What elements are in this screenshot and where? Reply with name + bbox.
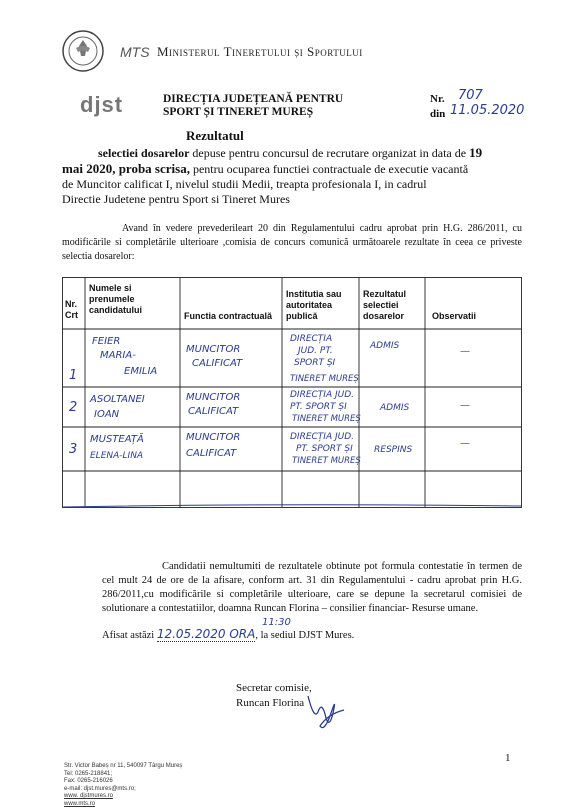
results-table bbox=[62, 277, 522, 508]
row1-name-l1: FEIER bbox=[92, 335, 120, 349]
row2-name-l1: ASOLTANEI bbox=[90, 393, 145, 407]
footer-email: e-mail: djst.mures@mts.ro; bbox=[64, 786, 182, 794]
row3-func-l1: MUNCITOR bbox=[186, 431, 240, 445]
footer-tel: Tel: 0265-218841; bbox=[64, 771, 182, 779]
row1-nr: 1 bbox=[69, 369, 77, 383]
secretary-title: Secretar comisie, bbox=[236, 682, 312, 694]
row1-func-l2: CALIFICAT bbox=[192, 357, 242, 371]
intro-bold-date: 19 bbox=[469, 145, 482, 160]
secretary-name: Runcan Florina bbox=[236, 697, 304, 709]
row3-result: RESPINS bbox=[374, 443, 412, 457]
row1-inst-l2: JUD. PT. bbox=[298, 345, 333, 357]
row2-func-l1: MUNCITOR bbox=[186, 391, 240, 405]
signature-icon bbox=[300, 690, 350, 735]
row3-func-l2: CALIFICAT bbox=[186, 447, 236, 461]
page-number: 1 bbox=[505, 752, 511, 764]
row2-obs: — bbox=[460, 399, 470, 413]
row1-inst-l3: SPORT ȘI bbox=[294, 357, 335, 369]
mts-logo: MTS bbox=[120, 44, 150, 60]
footer-contact bbox=[64, 763, 182, 808]
row3-name-l1: MUSTEAȚĂ bbox=[90, 433, 144, 447]
contestation-paragraph: Candidatii nemultumiti de rezultatele obtinute pot formula contestatie în termen de cel mult 24 de ore de la afisare, conform art. 31 din Regulamentului - cadru aprobat prin H.G. 286/2011,cu modificările si completările ulterioare, care se depune la secretarul comisiei de solutionare a contestatiilor, doamna Runcan Florina – consilier financiar- Resurse umane. bbox=[102, 560, 522, 616]
intro-line3: de Muncitor calificat I, nivelul studii Medii, treapta profesionala I, in cadrul bbox=[62, 177, 522, 192]
posted-line bbox=[102, 627, 354, 641]
row2-result: ADMIS bbox=[380, 401, 409, 415]
avand-paragraph: Avand în vedere prevederileart 20 din Regulamentului cadru aprobat prin H.G. 286/2011, cu modificările si completările ulterioare ,comisia de concurs comunică următoarele rezultate în ceea ce priveste selectia dosarelor: bbox=[62, 222, 522, 264]
footer-web1[interactable]: www. djstmures.ro bbox=[64, 793, 182, 801]
posted-suffix: , la sediul DJST Mures. bbox=[255, 630, 354, 641]
row2-inst-l2: PT. SPORT ȘI bbox=[290, 401, 347, 413]
ministry-name: Ministerul Tineretului și Sportului bbox=[157, 44, 363, 60]
din-label: din bbox=[430, 108, 445, 120]
footer-address: Str. Victor Babeș nr 11, 540097 Târgu Mureș bbox=[64, 763, 182, 771]
directorate-line1: DIRECȚIA JUDEȚEANĂ PENTRU bbox=[163, 93, 343, 105]
row3-inst-l3: TINERET MUREȘ bbox=[292, 455, 361, 467]
header-name: Numele si prenumele candidatului bbox=[89, 283, 177, 316]
djst-logo: djst bbox=[80, 92, 123, 118]
row3-obs: — bbox=[460, 437, 470, 451]
din-value: 11.05.2020 bbox=[450, 103, 524, 118]
document-heading: Rezultatul bbox=[186, 128, 244, 144]
row3-nr: 3 bbox=[69, 443, 77, 457]
row1-func-l1: MUNCITOR bbox=[186, 343, 240, 357]
row2-name-l2: IOAN bbox=[94, 408, 119, 422]
row2-inst-l3: TINERET MUREȘ bbox=[292, 413, 361, 425]
row1-inst-l4: TINERET MUREȘ bbox=[290, 373, 359, 385]
posted-date: 12.05.2020 ORA bbox=[157, 627, 256, 642]
footer-web2[interactable]: www.mts.ro bbox=[64, 801, 182, 808]
row1-name-l3: EMILIA bbox=[124, 365, 157, 379]
row2-inst-l1: DIRECȚIA JUD. bbox=[290, 389, 354, 401]
header-function: Functia contractuală bbox=[184, 311, 282, 322]
government-seal-icon bbox=[62, 30, 104, 72]
posted-time: 11:30 bbox=[262, 617, 291, 628]
row1-inst-l1: DIRECȚIA bbox=[290, 333, 332, 345]
header-result: Rezultatul selectiei dosarelor bbox=[363, 289, 425, 322]
row1-obs: — bbox=[460, 345, 470, 359]
intro-text1: depuse pentru concursul de recrutare organizat in data de bbox=[189, 146, 469, 160]
row3-name-l2: ELENA-LINA bbox=[90, 449, 143, 463]
nr-value: 707 bbox=[458, 88, 483, 103]
header-nr: Nr. Crt bbox=[65, 299, 85, 321]
intro-bold-start: selectiei dosarelor bbox=[98, 146, 189, 160]
nr-label: Nr. bbox=[430, 93, 445, 105]
footer-fax: Fax: 0265-216026 bbox=[64, 778, 182, 786]
intro-bold-date2: mai 2020, proba scrisa, bbox=[62, 161, 190, 176]
row1-result: ADMIS bbox=[370, 339, 399, 353]
intro-paragraph bbox=[62, 145, 522, 207]
row3-inst-l2: PT. SPORT ȘI bbox=[296, 443, 353, 455]
intro-line4: Directie Judetene pentru Sport si Tineret Mures bbox=[62, 192, 522, 207]
row2-func-l2: CALIFICAT bbox=[188, 405, 238, 419]
row2-nr: 2 bbox=[69, 401, 77, 415]
directorate-line2: SPORT ȘI TINERET MUREȘ bbox=[163, 106, 313, 118]
row1-name-l2: MARIA- bbox=[100, 349, 136, 363]
row3-inst-l1: DIRECȚIA JUD. bbox=[290, 431, 354, 443]
intro-text2: pentru ocuparea functiei contractuale de executie vacantă bbox=[190, 162, 468, 176]
header-institution: Institutia sau autoritatea publică bbox=[286, 289, 358, 322]
header-obs: Observatii bbox=[432, 311, 520, 322]
posted-prefix: Afisat astăzi bbox=[102, 630, 157, 641]
